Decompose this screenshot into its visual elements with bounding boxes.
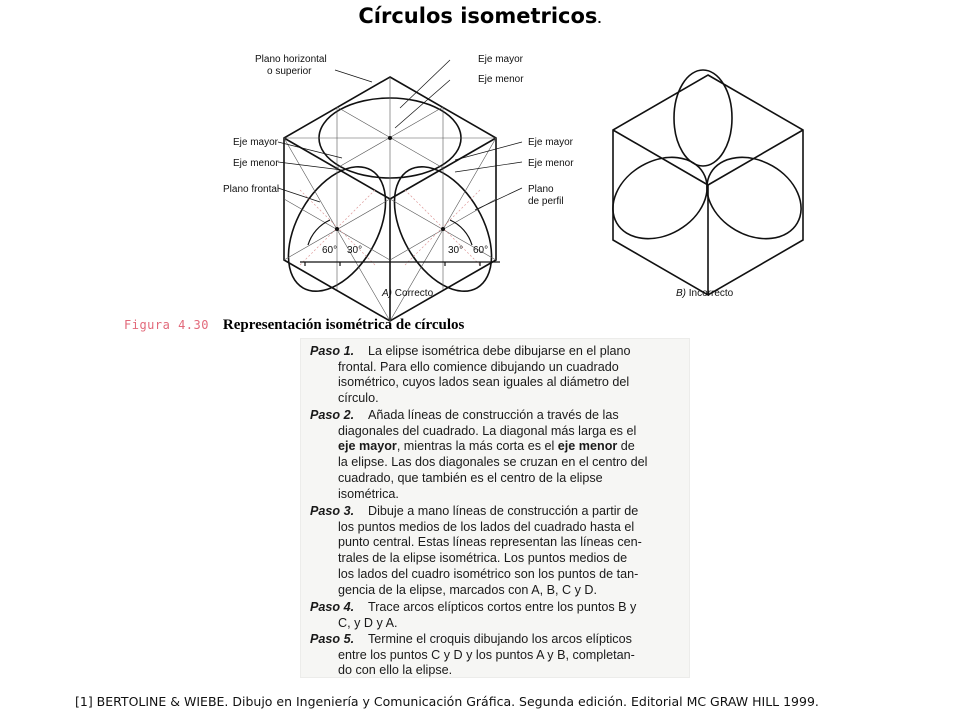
figure-number: Figura 4.30 bbox=[124, 318, 209, 332]
citation: [1] BERTOLINE & WIEBE. Dibujo en Ingeniería y Comunicación Gráfica. Segunda edición. Editorial MC GRAW HILL 1999. bbox=[75, 694, 819, 709]
step-3-line-6: gencia de la elipse, marcados con A, B, C y D. bbox=[338, 582, 598, 597]
step-1-line-1: La elipse isométrica debe dibujarse en el plano bbox=[368, 344, 631, 358]
label-eje-menor-left: Eje menor bbox=[233, 158, 279, 169]
step-3-line-5: los lados del cuadro isométrico son los puntos de tan- bbox=[338, 566, 639, 581]
angle-30-left: 30° bbox=[347, 245, 363, 256]
step-3-line-1: Dibuje a mano líneas de construcción a partir de bbox=[368, 504, 639, 518]
step-2-line-3: eje mayor, mientras la más corta es el eje menor de bbox=[338, 439, 635, 454]
step-2 bbox=[310, 408, 680, 502]
page-title-dot: . bbox=[597, 13, 602, 26]
steps-panel bbox=[300, 338, 690, 678]
step-1-label: Paso 1. bbox=[310, 344, 355, 358]
label-eje-mayor-right: Eje mayor bbox=[528, 137, 574, 148]
step-2-line-5: cuadrado, que también es el centro de la elipse bbox=[338, 470, 603, 485]
cube-incorrect bbox=[598, 70, 810, 295]
step-4-line-2: C, y D y A. bbox=[338, 615, 398, 630]
step-1 bbox=[310, 344, 680, 407]
label-plano-frontal: Plano frontal bbox=[223, 184, 280, 195]
page-title bbox=[0, 4, 960, 28]
baseline bbox=[300, 220, 500, 266]
step-2-bold-eje-menor: eje menor bbox=[557, 439, 618, 454]
angle-30-right: 30° bbox=[448, 245, 464, 256]
step-2-line-4: la elipse. Las dos diagonales se cruzan en el centro del bbox=[338, 455, 648, 470]
step-1-line-2: frontal. Para ello comience dibujando un cuadrado bbox=[338, 359, 619, 374]
step-3-line-3: punto central. Estas líneas representan las líneas cen- bbox=[338, 535, 642, 550]
step-5-line-1: Termine el croquis dibujando los arcos elípticos bbox=[368, 632, 632, 646]
label-plano-horizontal: Plano horizontal bbox=[255, 54, 327, 65]
step-3-line-2: los puntos medios de los lados del cuadrado hasta el bbox=[338, 519, 635, 534]
angle-60-left: 60° bbox=[322, 245, 338, 256]
ellipse-b-left bbox=[598, 141, 722, 255]
step-5 bbox=[310, 632, 680, 679]
ellipse-b-right bbox=[692, 141, 810, 255]
caption-a-letter: A) bbox=[382, 288, 392, 299]
caption-b-letter: B) bbox=[676, 288, 686, 299]
angle-60-right: 60° bbox=[473, 245, 489, 256]
figure-title: Representación isométrica de círculos bbox=[222, 317, 465, 333]
step-2-line-1: Añada líneas de construcción a través de las bbox=[368, 408, 619, 422]
label-eje-mayor-top: Eje mayor bbox=[478, 54, 524, 65]
step-2-line-6: isométrica. bbox=[338, 486, 399, 501]
page-title-text: Círculos isometricos bbox=[358, 4, 598, 28]
step-2-line-2: diagonales del cuadrado. La diagonal más larga es el bbox=[338, 423, 637, 438]
step-5-line-2: entre los puntos C y D y los puntos A y B, completan- bbox=[338, 647, 635, 662]
step-3-line-4: trales de la elipse isométrica. Los puntos medios de bbox=[338, 551, 628, 566]
step-4-line-1: Trace arcos elípticos cortos entre los puntos B y bbox=[368, 600, 637, 614]
figure-svg bbox=[110, 40, 810, 338]
label-eje-menor-right: Eje menor bbox=[528, 158, 574, 169]
isometric-figure bbox=[110, 40, 810, 338]
caption-a bbox=[381, 288, 434, 299]
label-o-superior: o superior bbox=[267, 66, 312, 77]
label-de-perfil: de perfil bbox=[528, 196, 564, 207]
step-4-label: Paso 4. bbox=[310, 600, 355, 614]
caption-a-text: Correcto bbox=[394, 288, 434, 299]
step-1-line-3: isométrico, cuyos lados sean iguales al diámetro del bbox=[338, 375, 630, 390]
step-2-label: Paso 2. bbox=[310, 408, 355, 422]
step-4 bbox=[310, 600, 680, 631]
step-5-label: Paso 5. bbox=[310, 632, 355, 646]
caption-b-text: Incorrecto bbox=[688, 288, 734, 299]
step-5-line-3: do con ello la elipse. bbox=[338, 663, 453, 678]
label-eje-menor-top: Eje menor bbox=[478, 74, 524, 85]
label-eje-mayor-left: Eje mayor bbox=[233, 137, 279, 148]
step-2-bold-eje-mayor: eje mayor bbox=[338, 439, 397, 454]
label-plano: Plano bbox=[528, 184, 554, 195]
figure-caption bbox=[124, 316, 464, 334]
ellipse-b-top bbox=[674, 70, 732, 166]
step-3 bbox=[310, 504, 680, 598]
step-1-line-4: círculo. bbox=[338, 391, 379, 406]
caption-b bbox=[676, 288, 734, 299]
step-3-label: Paso 3. bbox=[310, 504, 355, 518]
